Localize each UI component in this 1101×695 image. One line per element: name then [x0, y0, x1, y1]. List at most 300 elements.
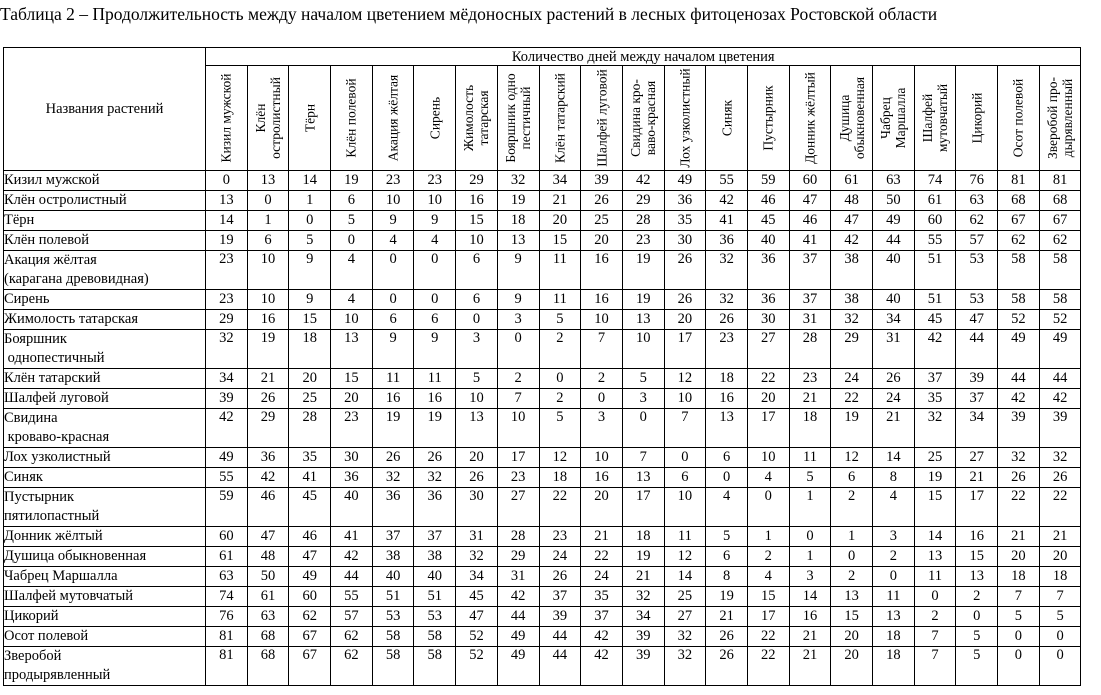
- table-cell: 21: [622, 567, 664, 587]
- table-cell: 18: [873, 627, 915, 647]
- table-cell: 26: [706, 647, 748, 686]
- table-cell: 0: [831, 547, 873, 567]
- column-header-label: Акация жёлтая: [385, 74, 401, 162]
- table-cell: 9: [372, 211, 414, 231]
- table-cell: 20: [539, 211, 581, 231]
- column-header-label: Свидина кро-ваво-красная: [628, 79, 659, 157]
- table-cell: 20: [831, 627, 873, 647]
- table-cell: 6: [664, 468, 706, 488]
- column-header: [456, 66, 498, 171]
- table-cell: 37: [956, 389, 998, 409]
- table-cell: 48: [831, 191, 873, 211]
- table-cell: 21: [789, 389, 831, 409]
- table-cell: 1: [831, 527, 873, 547]
- column-header-label: Осот полевой: [1010, 78, 1026, 158]
- column-header: [497, 66, 539, 171]
- table-cell: 5: [456, 369, 498, 389]
- table-cell: 0: [998, 647, 1040, 686]
- table-cell: 22: [1039, 488, 1081, 527]
- column-header-label: Клён полевой: [343, 78, 359, 158]
- table-cell: 17: [747, 409, 789, 448]
- table-row: [4, 369, 1081, 389]
- table-cell: 20: [998, 547, 1040, 567]
- table-cell: 13: [873, 607, 915, 627]
- table-cell: 63: [206, 567, 248, 587]
- table-cell: 81: [998, 171, 1040, 191]
- table-cell: 52: [998, 310, 1040, 330]
- row-plant-name: Цикорий: [4, 607, 206, 627]
- table-row: [4, 251, 1081, 290]
- table-cell: 36: [414, 488, 456, 527]
- table-cell: 26: [998, 468, 1040, 488]
- table-cell: 4: [414, 231, 456, 251]
- table-cell: 26: [372, 448, 414, 468]
- table-cell: 52: [456, 647, 498, 686]
- table-cell: 11: [414, 369, 456, 389]
- table-cell: 5: [706, 527, 748, 547]
- table-cell: 37: [789, 290, 831, 310]
- table-cell: 32: [456, 547, 498, 567]
- table-cell: 9: [372, 330, 414, 369]
- table-cell: 31: [456, 527, 498, 547]
- table-cell: 0: [456, 310, 498, 330]
- table-cell: 0: [414, 290, 456, 310]
- table-cell: 50: [247, 567, 289, 587]
- table-row: [4, 211, 1081, 231]
- table-cell: 81: [1039, 171, 1081, 191]
- table-cell: 26: [539, 567, 581, 587]
- row-plant-name: Осот полевой: [4, 627, 206, 647]
- table-cell: 55: [914, 231, 956, 251]
- table-cell: 36: [331, 468, 373, 488]
- table-cell: 51: [372, 587, 414, 607]
- table-cell: 3: [873, 527, 915, 547]
- column-header: [539, 66, 581, 171]
- column-header: [331, 66, 373, 171]
- table-cell: 62: [331, 647, 373, 686]
- table-cell: 51: [914, 251, 956, 290]
- table-cell: 8: [873, 468, 915, 488]
- table-cell: 14: [914, 527, 956, 547]
- table-cell: 17: [622, 488, 664, 527]
- table-cell: 41: [331, 527, 373, 547]
- table-cell: 1: [747, 527, 789, 547]
- table-cell: 25: [914, 448, 956, 468]
- table-cell: 44: [331, 567, 373, 587]
- column-header-label: Сирень: [427, 96, 443, 140]
- table-cell: 7: [914, 627, 956, 647]
- table-cell: 19: [497, 191, 539, 211]
- table-cell: 38: [831, 290, 873, 310]
- table-cell: 60: [289, 587, 331, 607]
- table-cell: 30: [747, 310, 789, 330]
- table-cell: 20: [831, 647, 873, 686]
- table-cell: 55: [706, 171, 748, 191]
- table-cell: 36: [706, 231, 748, 251]
- table-row: [4, 330, 1081, 369]
- table-cell: 0: [873, 567, 915, 587]
- table-cell: 63: [956, 191, 998, 211]
- table-cell: 16: [456, 191, 498, 211]
- table-cell: 11: [539, 251, 581, 290]
- table-cell: 16: [581, 468, 623, 488]
- table-cell: 18: [497, 211, 539, 231]
- table-cell: 15: [914, 488, 956, 527]
- table-cell: 9: [414, 330, 456, 369]
- table-cell: 0: [914, 587, 956, 607]
- table-cell: 6: [456, 290, 498, 310]
- table-cell: 42: [622, 171, 664, 191]
- table-cell: 36: [664, 191, 706, 211]
- table-cell: 31: [497, 567, 539, 587]
- table-cell: 13: [622, 310, 664, 330]
- table-cell: 10: [372, 191, 414, 211]
- table-cell: 34: [873, 310, 915, 330]
- table-cell: 37: [581, 607, 623, 627]
- table-cell: 40: [747, 231, 789, 251]
- table-cell: 49: [1039, 330, 1081, 369]
- table-cell: 74: [206, 587, 248, 607]
- table-cell: 52: [456, 627, 498, 647]
- table-cell: 58: [372, 647, 414, 686]
- table-cell: 6: [706, 448, 748, 468]
- table-cell: 58: [998, 290, 1040, 310]
- column-header: [581, 66, 623, 171]
- table-cell: 21: [956, 468, 998, 488]
- table-cell: 2: [873, 547, 915, 567]
- table-cell: 17: [747, 607, 789, 627]
- row-plant-name: Сирень: [4, 290, 206, 310]
- table-cell: 19: [831, 409, 873, 448]
- table-cell: 13: [622, 468, 664, 488]
- table-cell: 10: [247, 251, 289, 290]
- table-cell: 42: [998, 389, 1040, 409]
- table-cell: 19: [622, 547, 664, 567]
- table-cell: 62: [956, 211, 998, 231]
- table-cell: 7: [622, 448, 664, 468]
- table-cell: 32: [664, 627, 706, 647]
- table-cell: 23: [331, 409, 373, 448]
- table-cell: 19: [247, 330, 289, 369]
- table-cell: 0: [206, 171, 248, 191]
- table-cell: 26: [873, 369, 915, 389]
- table-cell: 5: [998, 607, 1040, 627]
- table-cell: 39: [1039, 409, 1081, 448]
- table-cell: 35: [581, 587, 623, 607]
- table-cell: 1: [289, 191, 331, 211]
- table-cell: 42: [914, 330, 956, 369]
- table-cell: 24: [873, 389, 915, 409]
- table-cell: 58: [1039, 251, 1081, 290]
- table-cell: 13: [456, 409, 498, 448]
- row-plant-name: Донник жёлтый: [4, 527, 206, 547]
- table-cell: 53: [956, 290, 998, 310]
- table-cell: 32: [706, 251, 748, 290]
- table-cell: 57: [331, 607, 373, 627]
- table-cell: 14: [664, 567, 706, 587]
- table-cell: 23: [706, 330, 748, 369]
- table-cell: 36: [372, 488, 414, 527]
- table-cell: 63: [873, 171, 915, 191]
- column-header: [914, 66, 956, 171]
- table-cell: 20: [1039, 547, 1081, 567]
- table-cell: 14: [789, 587, 831, 607]
- column-header-label: Клён остролистный: [253, 77, 284, 159]
- table-cell: 44: [539, 627, 581, 647]
- table-cell: 9: [289, 251, 331, 290]
- table-cell: 6: [331, 191, 373, 211]
- row-plant-name: Шалфей луговой: [4, 389, 206, 409]
- table-cell: 13: [706, 409, 748, 448]
- table-row: [4, 310, 1081, 330]
- table-cell: 63: [247, 607, 289, 627]
- table-cell: 27: [956, 448, 998, 468]
- table-cell: 3: [622, 389, 664, 409]
- table-cell: 17: [664, 330, 706, 369]
- column-header: [664, 66, 706, 171]
- table-cell: 4: [747, 468, 789, 488]
- table-cell: 21: [539, 191, 581, 211]
- table-cell: 22: [831, 389, 873, 409]
- table-cell: 40: [414, 567, 456, 587]
- table-cell: 15: [456, 211, 498, 231]
- table-cell: 16: [581, 251, 623, 290]
- table-cell: 23: [414, 171, 456, 191]
- table-cell: 26: [706, 310, 748, 330]
- table-cell: 45: [289, 488, 331, 527]
- table-cell: 32: [664, 647, 706, 686]
- table-cell: 12: [831, 448, 873, 468]
- table-cell: 23: [497, 468, 539, 488]
- table-cell: 0: [581, 389, 623, 409]
- table-cell: 30: [664, 231, 706, 251]
- table-cell: 19: [622, 251, 664, 290]
- table-cell: 16: [956, 527, 998, 547]
- table-cell: 21: [581, 527, 623, 547]
- table-cell: 11: [914, 567, 956, 587]
- table-cell: 59: [206, 488, 248, 527]
- table-cell: 19: [331, 171, 373, 191]
- table-cell: 42: [497, 587, 539, 607]
- table-cell: 13: [831, 587, 873, 607]
- table-cell: 4: [873, 488, 915, 527]
- table-cell: 62: [1039, 231, 1081, 251]
- table-cell: 34: [622, 607, 664, 627]
- table-cell: 49: [289, 567, 331, 587]
- table-cell: 60: [914, 211, 956, 231]
- table-cell: 29: [831, 330, 873, 369]
- table-cell: 24: [539, 547, 581, 567]
- table-cell: 6: [372, 310, 414, 330]
- table-cell: 17: [956, 488, 998, 527]
- table-cell: 18: [789, 409, 831, 448]
- table-cell: 3: [581, 409, 623, 448]
- table-row: [4, 409, 1081, 448]
- row-plant-name: Шалфей мутовчатый: [4, 587, 206, 607]
- table-cell: 3: [789, 567, 831, 587]
- table-cell: 52: [1039, 310, 1081, 330]
- table-cell: 5: [289, 231, 331, 251]
- table-cell: 4: [706, 488, 748, 527]
- table-cell: 67: [998, 211, 1040, 231]
- table-cell: 68: [247, 627, 289, 647]
- table-cell: 60: [206, 527, 248, 547]
- table-cell: 1: [247, 211, 289, 231]
- table-cell: 44: [873, 231, 915, 251]
- bloom-interval-table: [3, 47, 1081, 686]
- table-cell: 21: [247, 369, 289, 389]
- table-cell: 11: [664, 527, 706, 547]
- column-header: [747, 66, 789, 171]
- table-cell: 4: [747, 567, 789, 587]
- table-cell: 44: [956, 330, 998, 369]
- table-cell: 50: [873, 191, 915, 211]
- table-cell: 10: [247, 290, 289, 310]
- table-cell: 7: [664, 409, 706, 448]
- table-cell: 39: [539, 607, 581, 627]
- row-plant-name: Клён полевой: [4, 231, 206, 251]
- column-header: [289, 66, 331, 171]
- table-cell: 20: [581, 488, 623, 527]
- row-plant-name: Зверобой продырявленный: [4, 647, 206, 686]
- row-plant-name: Душица обыкновенная: [4, 547, 206, 567]
- row-plant-name: Акация жёлтая (карагана древовидная): [4, 251, 206, 290]
- table-cell: 25: [289, 389, 331, 409]
- table-cell: 26: [456, 468, 498, 488]
- table-cell: 44: [497, 607, 539, 627]
- table-cell: 5: [956, 647, 998, 686]
- table-cell: 42: [206, 409, 248, 448]
- table-cell: 2: [539, 330, 581, 369]
- table-cell: 28: [289, 409, 331, 448]
- table-cell: 22: [581, 547, 623, 567]
- table-cell: 23: [789, 369, 831, 389]
- table-cell: 21: [706, 607, 748, 627]
- table-cell: 7: [914, 647, 956, 686]
- table-cell: 32: [914, 409, 956, 448]
- table-cell: 29: [206, 310, 248, 330]
- table-cell: 18: [1039, 567, 1081, 587]
- table-cell: 49: [497, 627, 539, 647]
- table-cell: 13: [206, 191, 248, 211]
- table-cell: 76: [956, 171, 998, 191]
- table-cell: 46: [289, 527, 331, 547]
- table-cell: 26: [1039, 468, 1081, 488]
- column-header: [998, 66, 1040, 171]
- table-cell: 81: [206, 627, 248, 647]
- table-cell: 2: [831, 567, 873, 587]
- table-cell: 61: [247, 587, 289, 607]
- table-cell: 47: [289, 547, 331, 567]
- table-cell: 22: [747, 627, 789, 647]
- column-header: [1039, 66, 1081, 171]
- column-header: [247, 66, 289, 171]
- corner-header: Названия растений: [4, 48, 206, 171]
- table-cell: 44: [998, 369, 1040, 389]
- row-plant-name: Лох узколистный: [4, 448, 206, 468]
- table-cell: 31: [789, 310, 831, 330]
- table-cell: 38: [831, 251, 873, 290]
- column-header-label: Жимолость татарская: [461, 84, 492, 152]
- table-row: [4, 587, 1081, 607]
- table-cell: 26: [414, 448, 456, 468]
- table-cell: 9: [497, 290, 539, 310]
- table-cell: 13: [956, 567, 998, 587]
- table-cell: 10: [497, 409, 539, 448]
- table-cell: 49: [664, 171, 706, 191]
- column-header-label: Душица обыкновенная: [836, 76, 867, 160]
- table-cell: 46: [247, 488, 289, 527]
- table-cell: 0: [956, 607, 998, 627]
- table-cell: 62: [331, 627, 373, 647]
- table-cell: 1: [789, 547, 831, 567]
- table-cell: 7: [497, 389, 539, 409]
- table-cell: 58: [998, 251, 1040, 290]
- table-cell: 14: [873, 448, 915, 468]
- table-cell: 13: [497, 231, 539, 251]
- table-row: [4, 607, 1081, 627]
- table-cell: 28: [622, 211, 664, 231]
- table-cell: 53: [956, 251, 998, 290]
- row-plant-name: Бояршник однопестичный: [4, 330, 206, 369]
- table-cell: 15: [539, 231, 581, 251]
- table-cell: 23: [206, 251, 248, 290]
- column-header-label: Пустырник: [760, 85, 776, 151]
- table-cell: 0: [747, 488, 789, 527]
- table-cell: 39: [622, 647, 664, 686]
- table-row: [4, 627, 1081, 647]
- table-cell: 1: [789, 488, 831, 527]
- table-cell: 0: [706, 468, 748, 488]
- table-cell: 0: [414, 251, 456, 290]
- table-cell: 12: [539, 448, 581, 468]
- table-cell: 47: [789, 191, 831, 211]
- table-cell: 59: [747, 171, 789, 191]
- table-cell: 16: [581, 290, 623, 310]
- table-cell: 15: [747, 587, 789, 607]
- table-cell: 16: [247, 310, 289, 330]
- table-cell: 26: [706, 627, 748, 647]
- table-cell: 12: [664, 369, 706, 389]
- table-cell: 38: [372, 547, 414, 567]
- table-cell: 12: [664, 547, 706, 567]
- table-cell: 42: [331, 547, 373, 567]
- table-cell: 27: [497, 488, 539, 527]
- table-cell: 30: [331, 448, 373, 468]
- table-cell: 62: [998, 231, 1040, 251]
- table-cell: 15: [956, 547, 998, 567]
- table-cell: 16: [789, 607, 831, 627]
- row-plant-name: Синяк: [4, 468, 206, 488]
- table-cell: 38: [414, 547, 456, 567]
- table-cell: 76: [206, 607, 248, 627]
- table-cell: 18: [706, 369, 748, 389]
- column-header: [706, 66, 748, 171]
- table-cell: 17: [497, 448, 539, 468]
- table-cell: 34: [539, 171, 581, 191]
- table-cell: 2: [914, 607, 956, 627]
- column-header-label: Донник жёлтый: [802, 72, 818, 164]
- table-cell: 58: [414, 627, 456, 647]
- column-header: [372, 66, 414, 171]
- table-cell: 55: [206, 468, 248, 488]
- table-cell: 37: [539, 587, 581, 607]
- table-cell: 19: [372, 409, 414, 448]
- table-cell: 42: [706, 191, 748, 211]
- table-row: [4, 547, 1081, 567]
- table-cell: 53: [372, 607, 414, 627]
- table-cell: 11: [372, 369, 414, 389]
